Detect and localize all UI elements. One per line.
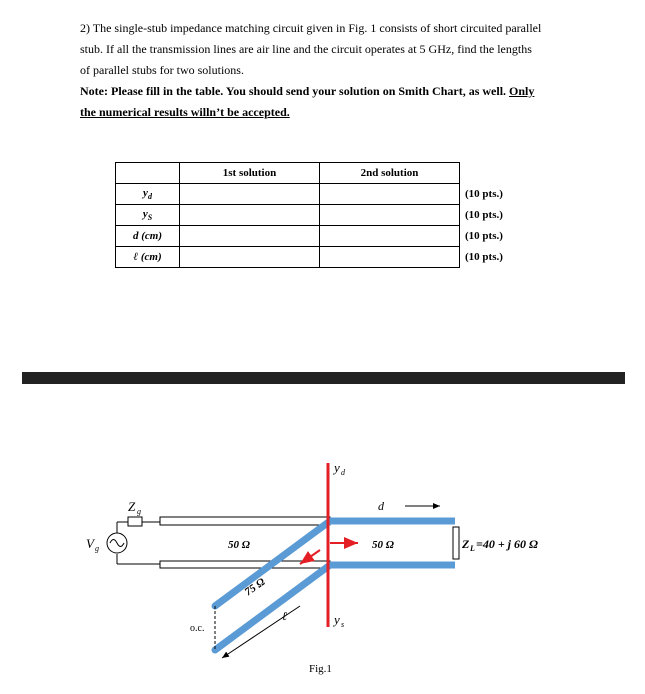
vg-sub: g	[95, 544, 99, 553]
figure-caption: Fig.1	[309, 663, 332, 675]
points-l: (10 pts.)	[465, 251, 503, 263]
question-line-2: stub. If all the transmission lines are air line and the circuit operates at 5 GHz, find the lengths	[80, 42, 532, 56]
question-line-1: 2) The single-stub impedance matching circuit given in Fig. 1 consists of short circuited parallel	[80, 21, 542, 35]
d-label: d	[378, 499, 384, 513]
note-underline-1: Only	[509, 84, 535, 98]
yd-label: y	[334, 460, 340, 475]
note-underline-2: the numerical results willn’t be accepted.	[80, 105, 290, 119]
zg-label: Z	[128, 499, 136, 514]
load-value: =40 + j 60 Ω	[476, 537, 538, 551]
load-sub: L	[470, 544, 475, 553]
row-label-yd: $y_d$	[116, 184, 180, 205]
points-ys: (10 pts.)	[465, 209, 503, 221]
row-label-ys: $y_S$	[116, 205, 180, 226]
yd-sub: d	[341, 468, 345, 477]
points-yd: (10 pts.)	[465, 188, 503, 200]
left-impedance-label: 50 Ω	[228, 539, 250, 551]
stub-impedance-label: 75 Ω	[242, 575, 268, 599]
table-header-1st: 1st solution	[180, 163, 320, 184]
ell-label: ℓ	[282, 609, 287, 623]
row-label-d: d (cm)	[116, 226, 180, 247]
points-d: (10 pts.)	[465, 230, 503, 242]
load-label: Z	[462, 537, 470, 551]
right-impedance-label: 50 Ω	[372, 539, 394, 551]
table-header-2nd: 2nd solution	[320, 163, 460, 184]
note-bold: Note: Please fill in the table. You should send your solution on Smith Chart, as well.	[80, 84, 507, 98]
oc-label: o.c.	[190, 623, 205, 634]
zg-sub: g	[137, 507, 141, 516]
ys-label: y	[334, 612, 340, 627]
ys-sub: s	[341, 620, 345, 629]
question-line-3: of parallel stubs for two solutions.	[80, 63, 244, 77]
vg-label: V	[86, 536, 94, 551]
row-label-l: ℓ (cm)	[116, 247, 180, 268]
